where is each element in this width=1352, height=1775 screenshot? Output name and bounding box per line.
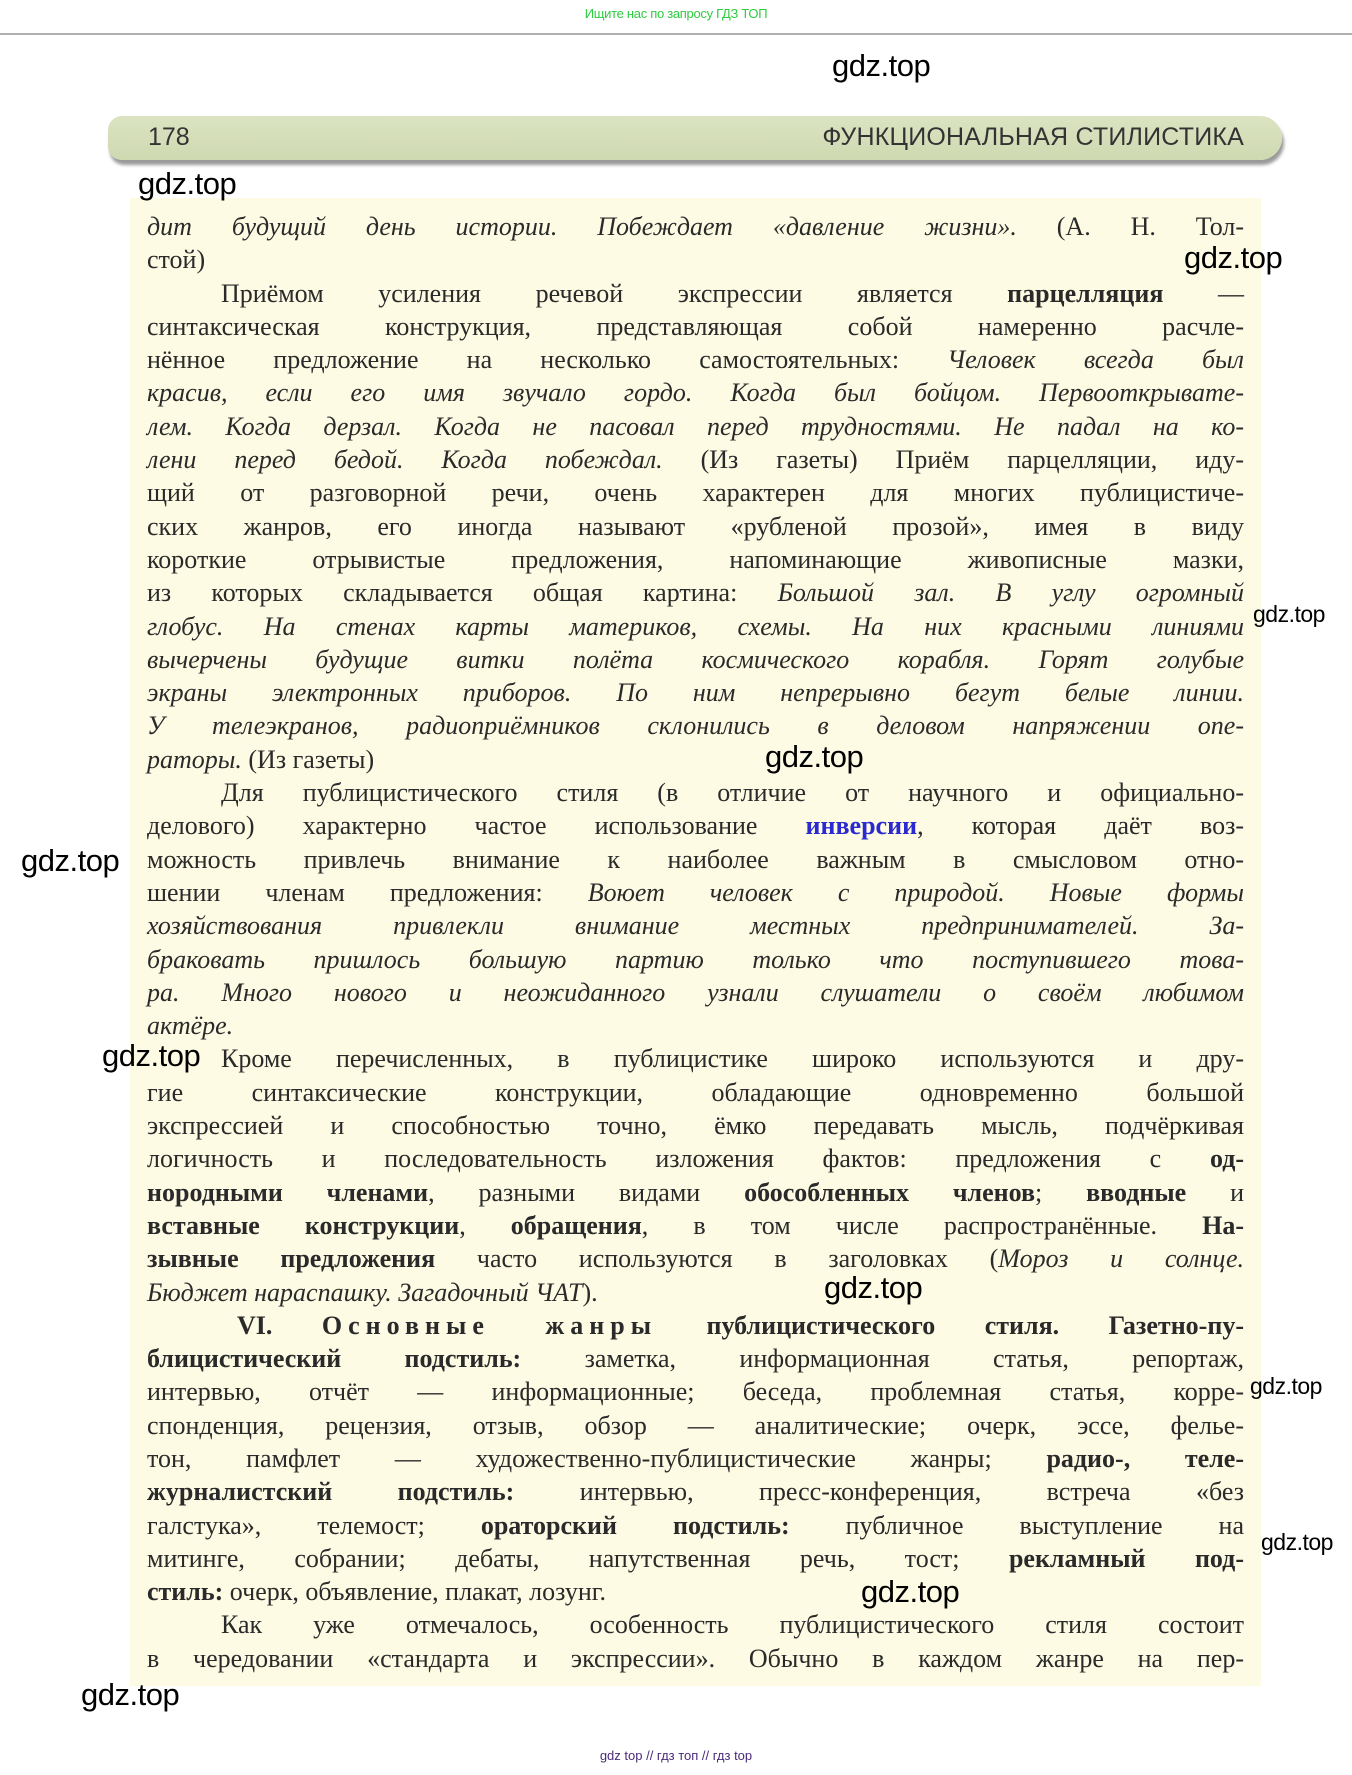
body-text	[147, 210, 1244, 1675]
text-line	[147, 1608, 1244, 1641]
text-line	[147, 1575, 1244, 1608]
watermark: gdz.top	[138, 166, 237, 201]
bold-term: обращения	[510, 1210, 642, 1240]
bold-term: ораторский подстиль:	[480, 1510, 790, 1540]
bold-term: На-	[1202, 1210, 1245, 1240]
text-line	[147, 943, 1244, 976]
text-segment: заметка, информационная статья, репортаж,	[521, 1344, 1244, 1374]
text-line	[147, 576, 1244, 609]
example-text: актёре.	[147, 1011, 234, 1041]
example-text: дит будущий день истории. Побеждает «давление жизни».	[147, 212, 1017, 241]
bold-term: вводные	[1086, 1177, 1187, 1207]
text-line	[147, 476, 1244, 509]
text-segment: (Из газеты)	[241, 744, 375, 774]
section-title: ФУНКЦИОНАЛЬНАЯ СТИЛИСТИКА	[822, 123, 1244, 151]
text-line	[147, 1042, 1244, 1075]
bold-term: вставные конструкции	[147, 1210, 460, 1240]
text-line	[147, 1409, 1244, 1442]
text-segment: публичное выступление на	[789, 1510, 1245, 1540]
watermark: gdz.top	[1261, 1529, 1333, 1555]
text-segment: ских жанров, его иногда называют «рубленой прозой», имея в виду	[147, 511, 1244, 541]
watermark: gdz.top	[81, 1677, 180, 1712]
watermark: gdz.top	[765, 739, 864, 774]
bold-term: парцелляция	[1007, 278, 1164, 308]
text-segment: в чередовании «стандарта и экспрессии». Обычно в каждом жанре на пер-	[147, 1643, 1244, 1673]
example-text: Бюджет нараспашку. Загадочный ЧАТ	[147, 1277, 583, 1307]
example-text: раторы.	[147, 744, 242, 774]
text-segment: экспрессией и способностью точно, ёмко передавать мысль, подчёркивая	[147, 1111, 1244, 1141]
text-segment: —	[1163, 278, 1244, 308]
text-line	[147, 1242, 1244, 1275]
example-text: красив, если его имя звучало гордо. Когда был бойцом. Первооткрывате-	[147, 378, 1244, 408]
bold-term: рекламный под-	[1008, 1543, 1244, 1573]
text-line	[147, 343, 1244, 376]
bold-term: радио-, теле-	[1046, 1443, 1244, 1473]
text-segment: , которая даёт воз-	[917, 811, 1244, 841]
text-line	[147, 776, 1244, 809]
text-line	[147, 1442, 1244, 1475]
bold-term: VI.	[237, 1310, 322, 1340]
example-text: лени перед бедой. Когда побеждал.	[147, 445, 663, 475]
watermark: gdz.top	[1250, 1373, 1322, 1399]
text-line	[147, 1009, 1244, 1042]
search-hint: Ищите нас по запросу ГДЗ ТОП	[584, 6, 768, 21]
watermark: gdz.top	[861, 1574, 960, 1609]
text-segment: интервью, отчёт — информационные; беседа, проблемная статья, корре-	[147, 1377, 1244, 1407]
text-segment: (А. Н. Тол-	[1016, 212, 1244, 241]
text-segment: гие синтаксические конструкции, обладающие одновременно большой	[147, 1077, 1244, 1107]
text-segment: ;	[1035, 1177, 1087, 1207]
text-segment: Для публицистического стиля (в отличие от научного и официально-	[221, 778, 1244, 808]
watermark: gdz.top	[1184, 240, 1283, 275]
watermark: gdz.top	[832, 48, 931, 83]
text-line	[147, 310, 1244, 343]
bold-term: обособленных членов	[744, 1177, 1036, 1207]
text-line	[147, 976, 1244, 1009]
text-line	[147, 376, 1244, 409]
text-segment: галстука», телемост;	[147, 1510, 481, 1540]
text-line	[147, 1475, 1244, 1508]
text-segment: , в том числе распространённые.	[641, 1210, 1203, 1240]
text-line	[147, 1509, 1244, 1542]
text-line	[147, 809, 1244, 842]
bold-term: зывные предложения	[147, 1244, 436, 1274]
text-segment: и	[1186, 1177, 1244, 1207]
section-heading-line	[147, 1309, 1244, 1342]
example-text: Человек всегда был	[947, 345, 1245, 375]
highlighted-term: инверсии	[805, 811, 918, 841]
text-line	[147, 1276, 1244, 1309]
text-segment: синтаксическая конструкция, представляющая собой намеренно расчле-	[147, 311, 1244, 341]
divider	[0, 33, 1352, 35]
text-line	[147, 610, 1244, 643]
text-segment: очерк, объявление, плакат, лозунг.	[223, 1577, 606, 1607]
text-line	[147, 543, 1244, 576]
bold-term: стиль:	[147, 1577, 224, 1607]
example-text: Воюет человек с природой. Новые формы	[587, 877, 1244, 907]
text-segment: Кроме перечисленных, в публицистике широко используются и дру-	[221, 1044, 1244, 1074]
text-line	[147, 1142, 1244, 1175]
example-text: У телеэкранов, радиоприёмников склонились в деловом напряжении опе-	[147, 711, 1244, 741]
text-line	[147, 243, 1244, 276]
text-line	[147, 210, 1244, 243]
text-line	[147, 1176, 1244, 1209]
text-line	[147, 709, 1244, 742]
bold-term: публицистического стиля. Газетно-пу-	[657, 1310, 1244, 1340]
watermark: gdz.top	[102, 1038, 201, 1073]
text-segment: часто используются в заголовках (	[435, 1244, 999, 1274]
text-line	[147, 1076, 1244, 1109]
text-line	[147, 1209, 1244, 1242]
text-segment: стой)	[147, 245, 206, 275]
text-line	[147, 876, 1244, 909]
text-segment: интервью, пресс-конференция, встреча «без	[514, 1477, 1244, 1507]
text-segment: спонденция, рецензия, отзыв, обзор — аналитические; очерк, эссе, фелье-	[147, 1410, 1244, 1440]
bold-term: блицистический подстиль:	[147, 1344, 522, 1374]
example-text: Мороз и солнце.	[998, 1244, 1245, 1274]
text-segment: Как уже отмечалось, особенность публицистического стиля состоит	[221, 1610, 1244, 1640]
example-text: браковать пришлось большую партию только что поступившего това-	[147, 944, 1244, 974]
text-line	[147, 443, 1244, 476]
text-line	[147, 1109, 1244, 1142]
text-segment: короткие отрывистые предложения, напоминающие живописные мазки,	[147, 544, 1244, 574]
page-number: 178	[148, 123, 190, 151]
example-text: глобус. На стенах карты материков, схемы. На них красными линиями	[147, 611, 1244, 641]
text-segment: митинге, собрании; дебаты, напутственная речь, тост;	[147, 1543, 1009, 1573]
text-segment: ).	[582, 1277, 598, 1307]
text-segment: щий от разговорной речи, очень характерен для многих публицистиче-	[147, 478, 1244, 508]
text-line	[147, 676, 1244, 709]
page-header-bar	[108, 116, 1282, 160]
text-line	[147, 277, 1244, 310]
text-line	[147, 410, 1244, 443]
text-segment: (Из газеты) Приём парцелляции, иду-	[662, 445, 1244, 475]
text-segment: , разными видами	[428, 1177, 745, 1207]
text-line	[147, 1342, 1244, 1375]
example-text: хозяйствования привлекли внимание местных предпринимателей. За-	[147, 911, 1244, 941]
footer-links: gdz top // гдз топ // гдз top	[599, 1748, 753, 1763]
text-line	[147, 510, 1244, 543]
text-segment: логичность и последовательность изложения фактов: предложения с	[147, 1144, 1210, 1174]
bold-term: од-	[1209, 1144, 1244, 1174]
text-segment: Приёмом усиления речевой экспрессии является	[221, 278, 1008, 308]
example-text: вычерчены будущие витки полёта космического корабля. Горят голубые	[147, 644, 1244, 674]
example-text: лем. Когда дерзал. Когда не пасовал перед трудностями. Не падал на ко-	[147, 411, 1244, 441]
text-line	[147, 1542, 1244, 1575]
example-text: экраны электронных приборов. По ним непрерывно бегут белые линии.	[147, 678, 1244, 708]
example-text: ра. Много нового и неожиданного узнали слушатели о своём любимом	[147, 977, 1244, 1007]
text-line	[147, 1375, 1244, 1408]
text-segment: тон, памфлет — художественно-публицистические жанры;	[147, 1443, 1047, 1473]
example-text: Большой зал. В углу огромный	[777, 578, 1244, 608]
watermark: gdz.top	[21, 843, 120, 878]
text-line	[147, 643, 1244, 676]
text-segment: ,	[459, 1210, 511, 1240]
text-segment: шении членам предложения:	[147, 877, 588, 907]
text-segment: можность привлечь внимание к наиболее важным в смысловом отно-	[147, 844, 1244, 874]
bold-term: Основные жанры	[321, 1310, 657, 1340]
text-line	[147, 1642, 1244, 1675]
text-line	[147, 909, 1244, 942]
watermark: gdz.top	[824, 1270, 923, 1305]
text-line	[147, 743, 1244, 776]
text-segment: делового) характерно частое использование	[147, 811, 806, 841]
watermark: gdz.top	[1253, 601, 1325, 627]
bold-term: нородными членами	[147, 1177, 429, 1207]
text-segment: из которых складывается общая картина:	[147, 578, 778, 608]
text-segment: нённое предложение на несколько самостоятельных:	[147, 345, 948, 375]
bold-term: журналистский подстиль:	[147, 1477, 515, 1507]
text-line	[147, 843, 1244, 876]
